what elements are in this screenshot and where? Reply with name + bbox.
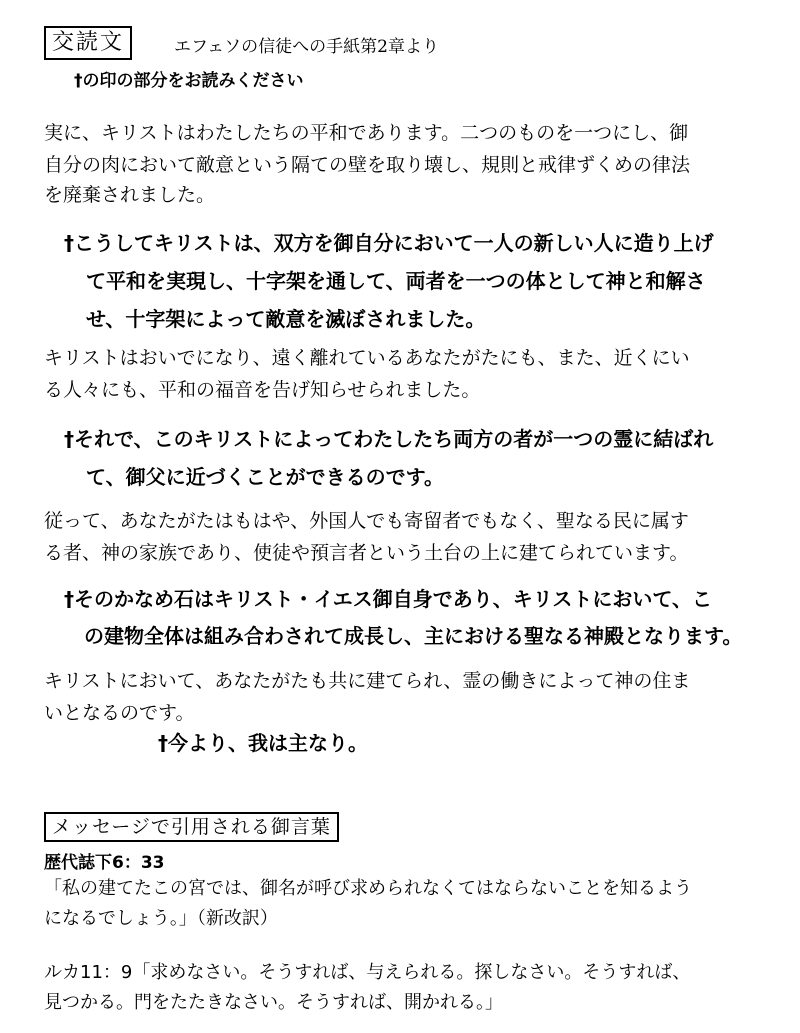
congregation-line: †こうしてキリストは、双方を御自分において一人の新しい人に造り上げ xyxy=(64,231,714,255)
congregation-line: て平和を実現し、十字架を通して、両者を一つの体として神と和解さ xyxy=(86,269,706,293)
congregation-line: †そのかなめ石はキリスト・イエス御自身であり、キリストにおいて、こ xyxy=(64,587,712,611)
congregation-line: て、御父に近づくことができるのです。 xyxy=(86,465,444,489)
leader-line: 実に、キリストはわたしたちの平和であります。二つのものを一つにし、御 xyxy=(44,122,689,144)
scripture-quote-line: になるでしょう。」（新改訳） xyxy=(44,908,278,929)
leader-line: いとなるのです。 xyxy=(44,702,195,724)
leader-line: 従って、あなたがたはもはや、外国人でも寄留者でもなく、聖なる民に属す xyxy=(44,510,689,532)
reading-title-box: 交読文 xyxy=(44,26,132,60)
congregation-line: せ、十字架によって敵意を滅ぼされました。 xyxy=(86,307,486,331)
leader-line: キリストにおいて、あなたがたも共に建てられ、霊の働きによって神の住ま xyxy=(44,670,691,692)
scripture-quote-line: ルカ11：9「求めなさい。そうすれば、与えられる。探しなさい。そうすれば、 xyxy=(44,962,691,983)
congregation-line: の建物全体は組み合わされて成長し、主における聖なる神殿となります。 xyxy=(84,624,743,648)
leader-line: キリストはおいでになり、遠く離れているあなたがたにも、また、近くにい xyxy=(44,347,690,369)
leader-line: る人々にも、平和の福音を告げ知らせられました。 xyxy=(44,379,481,401)
scripture-quote-line: 「私の建てたこの宮では、御名が呼び求められなくてはならないことを知るよう xyxy=(44,878,692,899)
closing-line: †今より、我は主なり。 xyxy=(158,731,368,755)
message-title-box: メッセージで引用される御言葉 xyxy=(44,812,339,842)
leader-line: を廃棄されました。 xyxy=(44,184,216,206)
reading-instruction: †の印の部分をお読みください xyxy=(74,71,304,91)
scripture-reference: 歴代誌下6：33 xyxy=(44,853,165,873)
leader-line: 自分の肉において敵意という隔ての壁を取り壊し、規則と戒律ずくめの律法 xyxy=(44,154,691,176)
leader-line: る者、神の家族であり、使徒や預言者という土台の上に建てられています。 xyxy=(44,542,689,564)
scripture-quote-line: 見つかる。門をたたきなさい。そうすれば、開かれる。」 xyxy=(44,992,503,1013)
congregation-line: †それで、このキリストによってわたしたち両方の者が一つの霊に結ばれ xyxy=(64,427,714,451)
reading-subtitle: エフェソの信徒への手紙第2章より xyxy=(174,37,439,57)
